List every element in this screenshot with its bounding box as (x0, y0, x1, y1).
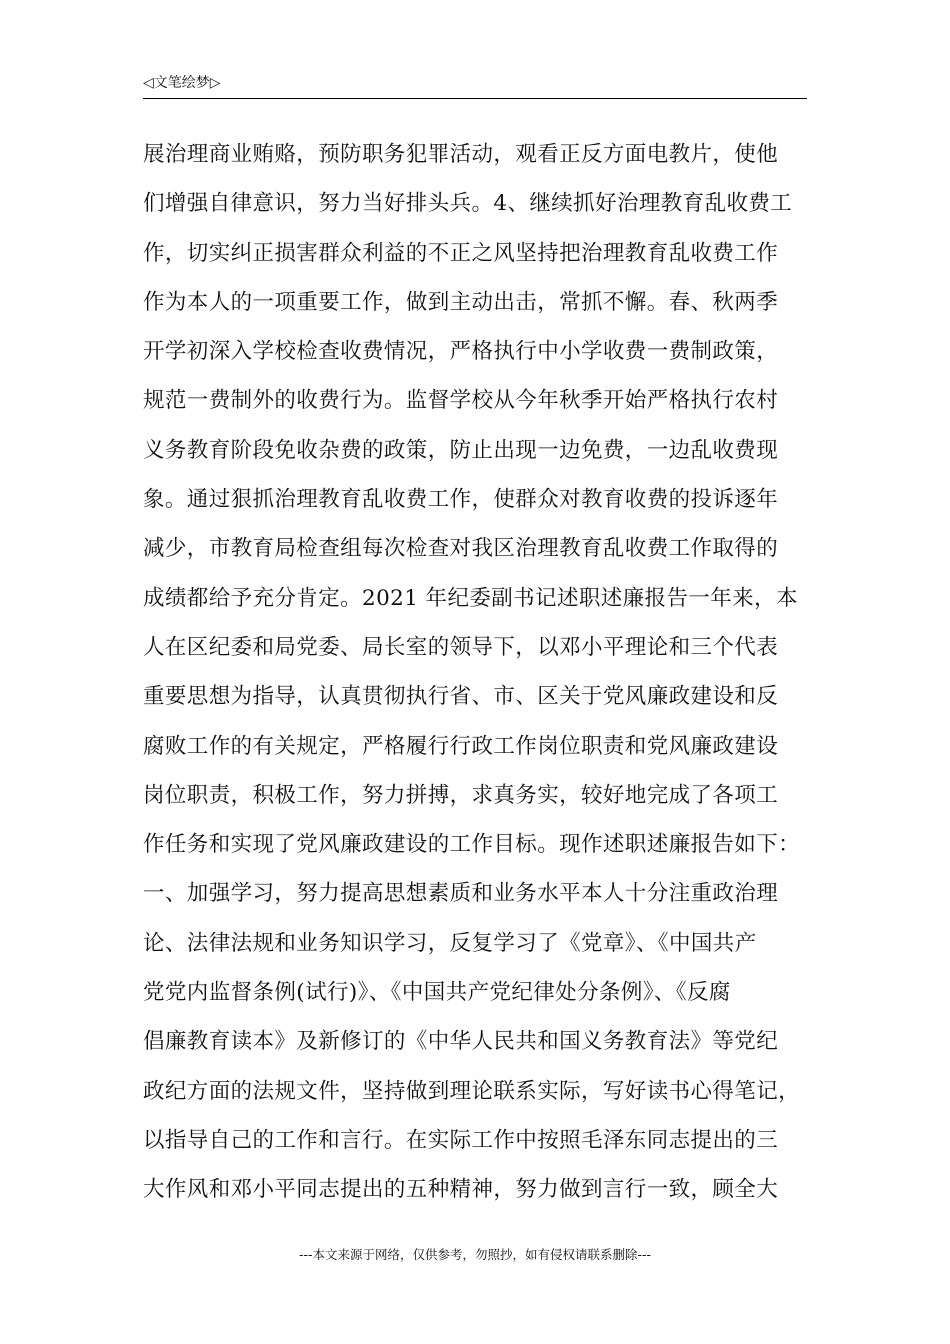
page-footer: ---本文来源于网络，仅供参考，勿照抄，如有侵权请联系删除--- (298, 1247, 652, 1262)
text-line: 岗位职责，积极工作，努力拼搏，求真务实，较好地完成了各项工 (143, 782, 779, 808)
text-line: 作任务和实现了党风廉政建设的工作目标。现作述职述廉报告如下： (143, 832, 801, 858)
text-line: 一、加强学习，努力提高思想素质和业务水平本人十分注重政治理 (143, 881, 779, 907)
text-line: 义务教育阶段免收杂费的政策，防止出现一边免费，一边乱收费现 (143, 437, 779, 463)
header-title: ◁文笔绘梦▷ (143, 75, 221, 91)
text-line: 大作风和邓小平同志提出的五种精神，努力做到言行一致，顾全大 (143, 1177, 779, 1203)
text-line: 作，切实纠正损害群众利益的不正之风坚持把治理教育乱收费工作 (143, 240, 779, 266)
document-body (143, 130, 813, 1215)
text-line: 作为本人的一项重要工作，做到主动出击，常抓不懈。春、秋两季 (143, 289, 779, 315)
text-line: 们增强自律意识，努力当好排头兵。4、继续抓好治理教育乱收费工 (143, 191, 793, 217)
text-line: 倡廉教育读本》及新修订的《中华人民共和国义务教育法》等党纪 (143, 1029, 779, 1055)
text-line: 减少，市教育局检查组每次检查对我区治理教育乱收费工作取得的 (143, 536, 779, 562)
text-line: 论、法律法规和业务知识学习，反复学习了《党章》、《中国共产 (143, 930, 757, 956)
text-line: 政纪方面的法规文件，坚持做到理论联系实际，写好读书心得笔记， (143, 1078, 801, 1104)
text-line: 成绩都给予充分肯定。2021 年纪委副书记述职述廉报告一年来，本 (143, 585, 798, 611)
text-line: 腐败工作的有关规定，严格履行行政工作岗位职责和党风廉政建设 (143, 733, 779, 759)
text-line: 党党内监督条例(试行)》、《中国共产党纪律处分条例》、《反腐 (143, 980, 731, 1006)
text-line: 人在区纪委和局党委、局长室的领导下，以邓小平理论和三个代表 (143, 634, 779, 660)
text-line: 重要思想为指导，认真贯彻执行省、市、区关于党风廉政建设和反 (143, 684, 779, 710)
text-line: 开学初深入学校检查收费情况，严格执行中小学收费一费制政策， (143, 339, 779, 365)
text-line: 以指导自己的工作和言行。在实际工作中按照毛泽东同志提出的三 (143, 1127, 779, 1153)
text-line: 象。通过狠抓治理教育乱收费工作，使群众对教育收费的投诉逐年 (143, 487, 779, 513)
text-line: 展治理商业贿赂，预防职务犯罪活动，观看正反方面电教片，使他 (143, 142, 779, 167)
page-header (143, 74, 807, 99)
text-line: 规范一费制外的收费行为。监督学校从今年秋季开始严格执行农村 (143, 388, 779, 414)
